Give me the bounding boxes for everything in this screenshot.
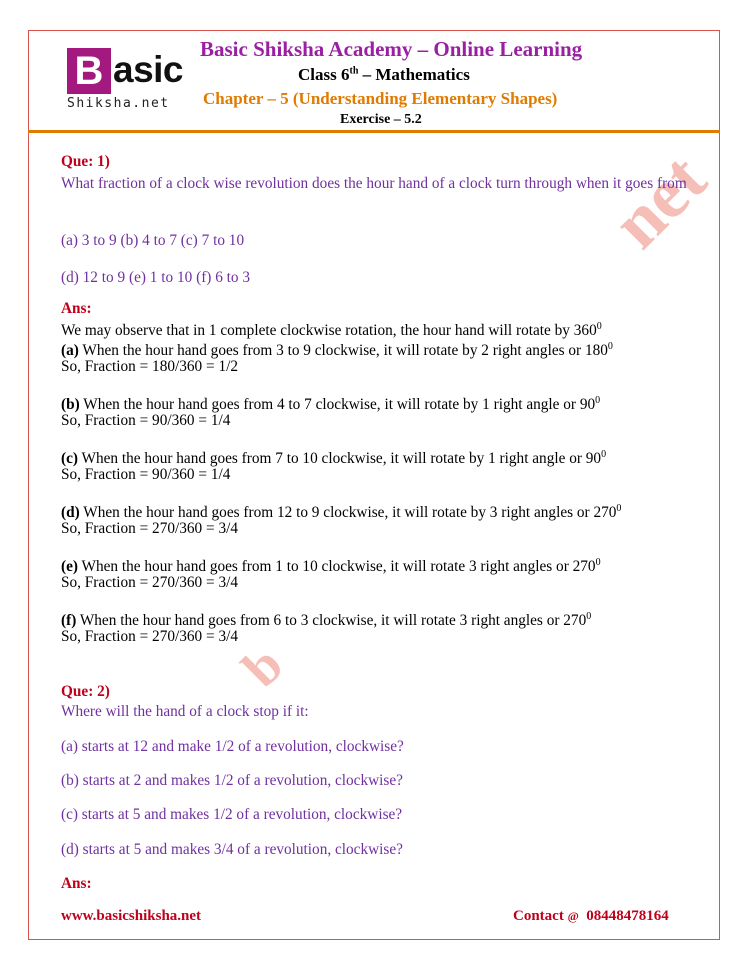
question-2-option-a: (a) starts at 12 and make 1/2 of a revolution, clockwise?	[61, 738, 404, 755]
answer-1-part-b: (b) When the hour hand goes from 4 to 7 clockwise, it will rotate by 1 right angle or $90^0$	[61, 395, 601, 414]
question-2-option-b: (b) starts at 2 and makes 1/2 of a revolution, clockwise?	[61, 772, 403, 789]
logo-letter: B	[67, 48, 111, 94]
chapter-title: Chapter – 5 (Understanding Elementary Shapes)	[203, 89, 558, 108]
answer-1-part-a: (a) When the hour hand goes from 3 to 9 clockwise, it will rotate by 2 right angles or $180^0$	[61, 341, 613, 360]
answer-1-fraction-d: So, Fraction = 270/360 = 3/4	[61, 520, 239, 537]
answer-1-fraction-c: So, Fraction = 90/360 = 1/4	[61, 466, 231, 483]
answer-1-part-c: (c) When the hour hand goes from 7 to 10 clockwise, it will rotate by 1 right angle or $90^0$	[61, 449, 607, 468]
answer-1-part-e: (e) When the hour hand goes from 1 to 10 clockwise, it will rotate 3 right angles or $270^0$	[61, 557, 601, 576]
answer-1-label: Ans:	[61, 300, 92, 317]
answer-1-intro: We may observe that in 1 complete clockwise rotation, the hour hand will rotate by $360^0$	[61, 321, 602, 340]
academy-title: Basic Shiksha Academy – Online Learning	[200, 37, 583, 61]
answer-1-part-f: (f) When the hour hand goes from 6 to 3 clockwise, it will rotate 3 right angles or $270^0$	[61, 611, 592, 630]
question-2-text: Where will the hand of a clock stop if it:	[61, 703, 309, 720]
question-1-label: Que: 1)	[61, 153, 110, 170]
question-2-label: Que: 2)	[61, 683, 110, 700]
logo-subtitle: Shiksha.net	[67, 96, 170, 111]
question-1-options-2: (d) 12 to 9 (e) 1 to 10 (f) 6 to 3	[61, 269, 251, 286]
footer-contact: Contact @ 08448478164	[513, 908, 669, 924]
logo-text: asic	[113, 49, 184, 90]
watermark-net: net	[596, 138, 722, 264]
question-1-options-1: (a) 3 to 9 (b) 4 to 7 (c) 7 to 10	[61, 232, 245, 249]
question-2-option-d: (d) starts at 5 and makes 3/4 of a revolution, clockwise?	[61, 841, 403, 858]
watermark-b: b	[230, 634, 295, 699]
exercise-title: Exercise – 5.2	[340, 112, 422, 127]
question-1-text: What fraction of a clock wise revolution does the hour hand of a clock turn through when it goes from	[61, 175, 687, 192]
answer-1-fraction-a: So, Fraction = 180/360 = 1/2	[61, 358, 239, 375]
answer-1-fraction-e: So, Fraction = 270/360 = 3/4	[61, 574, 239, 591]
answer-1-fraction-b: So, Fraction = 90/360 = 1/4	[61, 412, 231, 429]
answer-2-label: Ans:	[61, 875, 92, 892]
answer-1-fraction-f: So, Fraction = 270/360 = 3/4	[61, 628, 239, 645]
footer-website-link[interactable]: www.basicshiksha.net	[61, 908, 202, 924]
footer-phone[interactable]: 08448478164	[586, 908, 669, 924]
header-divider	[28, 130, 720, 133]
class-title: Class 6th – Mathematics	[298, 65, 470, 84]
answer-1-part-d: (d) When the hour hand goes from 12 to 9 clockwise, it will rotate by 3 right angles or $270^0$	[61, 503, 622, 522]
question-2-option-c: (c) starts at 5 and makes 1/2 of a revolution, clockwise?	[61, 806, 403, 823]
